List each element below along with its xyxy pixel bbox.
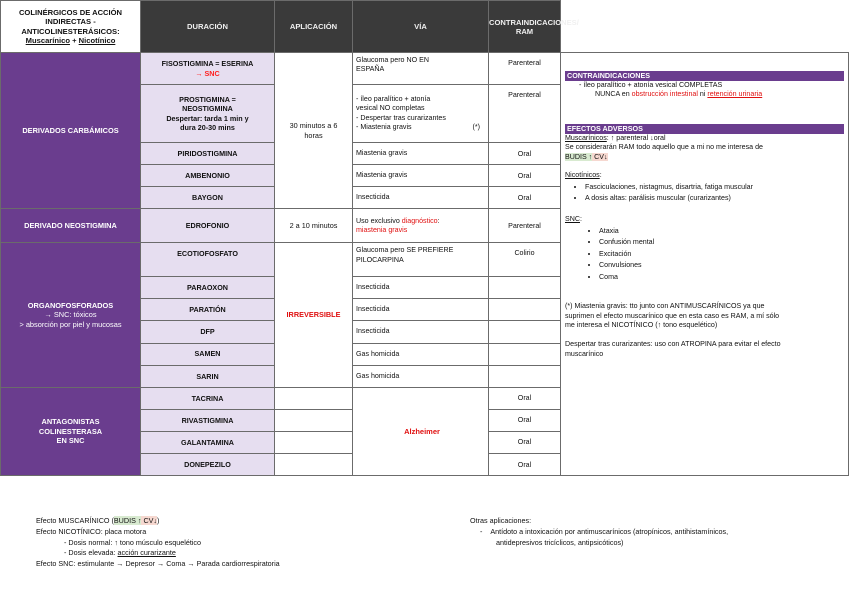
header-route: VÍA xyxy=(353,1,489,53)
drug-baygon: BAYGON xyxy=(141,187,275,209)
application-piridostigmina: Miastenia gravis xyxy=(353,143,489,165)
route-baygon: Oral xyxy=(489,187,561,209)
group-carbamicos: DERIVADOS CARBÁMICOS xyxy=(1,53,141,209)
route-paration xyxy=(489,299,561,321)
application-baygon: Insecticida xyxy=(353,187,489,209)
route-fisostigmina: Parenteral xyxy=(489,53,561,85)
application-ecotiofosfato: Glaucoma pero SE PREFIERE PILOCARPINA xyxy=(353,243,489,277)
nicotinic-item: • Fasciculaciones, nistagmus, disartria, fatiga muscular xyxy=(585,183,844,193)
footer-dose-high: - Dosis elevada: acción curarizante xyxy=(64,548,280,559)
drug-edrofonio: EDROFONIO xyxy=(141,209,275,243)
route-paraoxon xyxy=(489,277,561,299)
duration-edrofonio: 2 a 10 minutos xyxy=(275,209,353,243)
nicotinic-effects: Nicotínicos: xyxy=(565,171,602,180)
duration-galantamina xyxy=(275,431,353,453)
application-paraoxon: Insecticida xyxy=(353,277,489,299)
snc-effects: SNC: xyxy=(565,214,582,223)
application-ambenonio: Miastenia gravis xyxy=(353,165,489,187)
contra-list xyxy=(565,81,844,91)
group-neostigmina: DERIVADO NEOSTIGMINA xyxy=(1,209,141,243)
muscarinic-effects: Muscarínicos: ↑ parenteral ↓oral xyxy=(565,133,666,142)
group-antagonistas: ANTAGONISTAS COLINESTERASA EN SNC xyxy=(1,387,141,475)
ram-line: Se considerarán RAM todo aquello que a mi no me interesa de xyxy=(565,143,763,152)
footer-dose-normal: - Dosis normal: ↑ tono músculo esquelético xyxy=(64,538,280,549)
application-dfp: Insecticida xyxy=(353,321,489,343)
footer-otras-item: - Antídoto a intoxicación por antimuscarínicos (atropínicos, antihistamínicos, antidepresivos tricíclicos, antipsicóticos) xyxy=(480,526,729,547)
table-title: COLINÉRGICOS DE ACCIÓN INDIRECTAS - ANTICOLINESTERÁSICOS: Muscarínico + Nicotínico xyxy=(1,1,141,53)
header-application: APLICACIÓN xyxy=(275,1,353,53)
route-piridostigmina: Oral xyxy=(489,143,561,165)
footer-nicotinic: Efecto NICOTÍNICO: placa motora xyxy=(36,526,147,536)
group-organofosforados: ORGANOFOSFORADOS → SNC: tóxicos > absorción por piel y mucosas xyxy=(1,243,141,387)
drug-prostigmina: PROSTIGMINA = NEOSTIGMINA Despertar: tarda 1 min y dura 20-30 mins xyxy=(141,85,275,143)
application-prostigmina: - íleo paralítico + atonía vesical NO completas - Despertar tras curarizantes - Miastenia gravis (*) xyxy=(353,85,489,143)
duration-donepezilo xyxy=(275,454,353,476)
duration-organofosforados: IRREVERSIBLE xyxy=(275,243,353,387)
note-miastenia: (*) Miastenia gravis: tto junto con ANTIMUSCARÍNICOS ya que suprimen el efecto muscarínico que en esta caso es RAM, a mí sólo me interesa el NICOTÍNICO (↑ tono esquelético) xyxy=(565,302,780,330)
route-prostigmina: Parenteral xyxy=(489,85,561,143)
section-contraindicaciones: CONTRAINDICACIONES xyxy=(565,71,844,81)
application-paration: Insecticida xyxy=(353,299,489,321)
drug-ecotiofosfato: ECOTIOFOSFATO xyxy=(141,243,275,277)
footer-right-notes xyxy=(470,516,728,548)
route-galantamina: Oral xyxy=(489,431,561,453)
nicotinic-list xyxy=(565,183,844,204)
duration-tacrina xyxy=(275,387,353,409)
application-sarin: Gas homicida xyxy=(353,365,489,387)
snc-item: • Convulsiones xyxy=(599,261,844,271)
drug-sarin: SARIN xyxy=(141,365,275,387)
route-dfp xyxy=(489,321,561,343)
footer-muscarinic: Efecto MUSCARÍNICO (BUDIS ↑ CV↓) xyxy=(36,516,160,525)
section-efectos-adversos: EFECTOS ADVERSOS xyxy=(565,124,844,134)
route-edrofonio: Parenteral xyxy=(489,209,561,243)
footer-otras-title: Otras aplicaciones: xyxy=(470,516,532,525)
contra-item-ileo: - íleo paralítico + atonía vesical COMPLETAS xyxy=(579,81,844,91)
duration-rivastigmina xyxy=(275,409,353,431)
snc-item: • Coma xyxy=(599,273,844,283)
contra-nunca: NUNCA en obstrucción intestinal ni retención urinaria xyxy=(595,90,763,99)
header-duration: DURACIÓN xyxy=(141,1,275,53)
snc-item: • Ataxia xyxy=(599,227,844,237)
route-ecotiofosfato: Colirio xyxy=(489,243,561,277)
drug-piridostigmina: PIRIDOSTIGMINA xyxy=(141,143,275,165)
route-ambenonio: Oral xyxy=(489,165,561,187)
nicotinic-item: • A dosis altas: parálisis muscular (curarizantes) xyxy=(585,194,844,204)
drug-paration: PARATIÓN xyxy=(141,299,275,321)
snc-item: • Excitación xyxy=(599,250,844,260)
application-samen: Gas homicida xyxy=(353,343,489,365)
drug-fisostigmina: FISOSTIGMINA = ESERINA → SNC xyxy=(141,53,275,85)
route-samen xyxy=(489,343,561,365)
budis-line: BUDIS ↑ CV↓ xyxy=(565,152,608,161)
drug-tacrina: TACRINA xyxy=(141,387,275,409)
header-contraindications: CONTRAINDICACIONES/ RAM xyxy=(489,1,561,53)
snc-item: • Confusión mental xyxy=(599,238,844,248)
drug-rivastigmina: RIVASTIGMINA xyxy=(141,409,275,431)
footer-left-notes xyxy=(36,516,280,570)
route-tacrina: Oral xyxy=(489,387,561,409)
drug-ambenonio: AMBENONIO xyxy=(141,165,275,187)
drug-galantamina: GALANTAMINA xyxy=(141,431,275,453)
drug-paraoxon: PARAOXON xyxy=(141,277,275,299)
application-edrofonio: Uso exclusivo diagnóstico: miastenia gravis xyxy=(353,209,489,243)
route-rivastigmina: Oral xyxy=(489,409,561,431)
application-alzheimer: Alzheimer xyxy=(353,387,489,475)
route-sarin xyxy=(489,365,561,387)
drug-donepezilo: DONEPEZILO xyxy=(141,454,275,476)
duration-carbamicos: 30 minutos a 6 horas xyxy=(275,53,353,209)
application-fisostigmina: Glaucoma pero NO EN ESPAÑA xyxy=(353,53,489,85)
footer-snc: Efecto SNC: estimulante → Depresor → Coma → Parada cardiorrespiratoria xyxy=(36,559,280,569)
drug-samen: SAMEN xyxy=(141,343,275,365)
note-curarizantes: Despertar tras curarizantes: uso con ATROPINA para evitar el efecto muscarínico xyxy=(565,340,781,358)
contraindications-panel xyxy=(561,53,849,476)
drug-dfp: DFP xyxy=(141,321,275,343)
footer-nicotinic-list xyxy=(36,538,280,560)
route-donepezilo: Oral xyxy=(489,454,561,476)
snc-list xyxy=(565,227,844,283)
